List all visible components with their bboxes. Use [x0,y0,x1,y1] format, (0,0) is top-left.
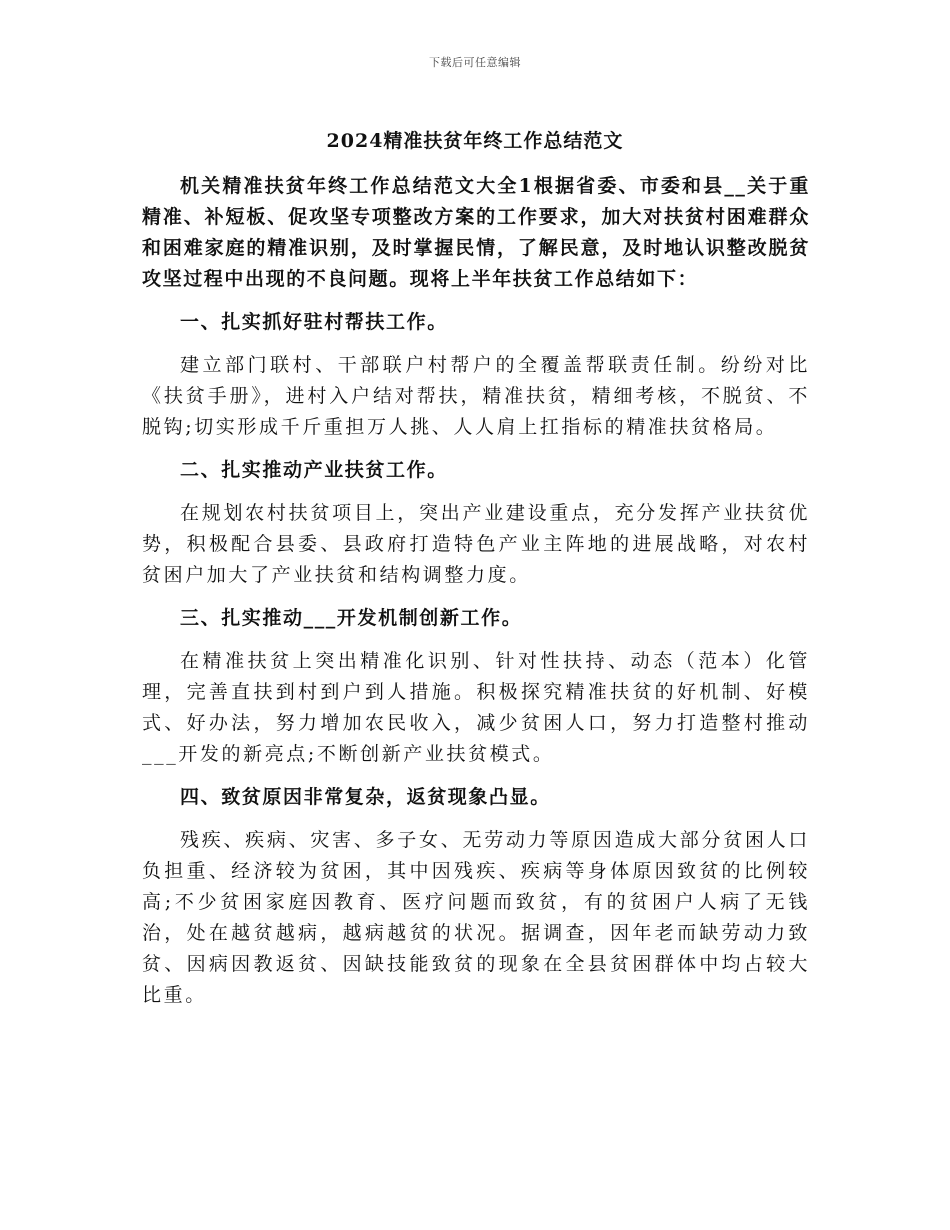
section-heading-3: 三、扎实推动___开发机制创新工作。 [180,607,523,629]
section-heading-1: 一、扎实抓好驻村帮扶工作。 [180,311,448,333]
section-heading-4: 四、致贫原因非常复杂，返贫现象凸显。 [180,786,551,808]
document-body [142,171,810,1011]
section-body-2: 在规划农村扶贫项目上，突出产业建设重点，充分发挥产业扶贫优势，积极配合县委、县政府打造特色产业主阵地的进展战略，对农村贫困户加大了产业扶贫和结构调整力度。 [142,502,810,586]
intro-paragraph: 机关精准扶贫年终工作总结范文大全1根据省委、市委和县__关于重精准、补短板、促攻坚专项整改方案的工作要求，加大对扶贫村困难群众和困难家庭的精准识别，及时掌握民情，了解民意，及时地认识整改脱贫攻坚过程中出现的不良问题。现将上半年扶贫工作总结如下： [142,175,810,290]
header-note: 下载后可任意编辑 [429,56,521,69]
section-body-1: 建立部门联村、干部联户村帮户的全覆盖帮联责任制。纷纷对比《扶贫手册》，进村入户结对帮扶，精准扶贫，精细考核，不脱贫、不脱钩;切实形成千斤重担万人挑、人人肩上扛指标的精准扶贫格局。 [142,354,810,438]
section-body-4: 残疾、疾病、灾害、多子女、无劳动力等原因造成大部分贫困人口负担重、经济较为贫困，其中因残疾、疾病等身体原因致贫的比例较高;不少贫困家庭因教育、医疗问题而致贫，有的贫困户人病了无钱治，处在越贫越病，越病越贫的状况。据调查，因年老而缺劳动力致贫、因病因教返贫、因缺技能致贫的现象在全县贫困群体中均占较大比重。 [142,829,810,1006]
document-title: 2024精准扶贫年终工作总结范文 [326,130,624,152]
section-body-3: 在精准扶贫上突出精准化识别、针对性扶持、动态（范本）化管理，完善直扶到村到户到人措施。积极探究精准扶贫的好机制、好模式、好办法，努力增加农民收入，减少贫困人口，努力打造整村推动___开发的新亮点;不断创新产业扶贫模式。 [142,650,810,765]
section-heading-2: 二、扎实推动产业扶贫工作。 [180,459,448,481]
